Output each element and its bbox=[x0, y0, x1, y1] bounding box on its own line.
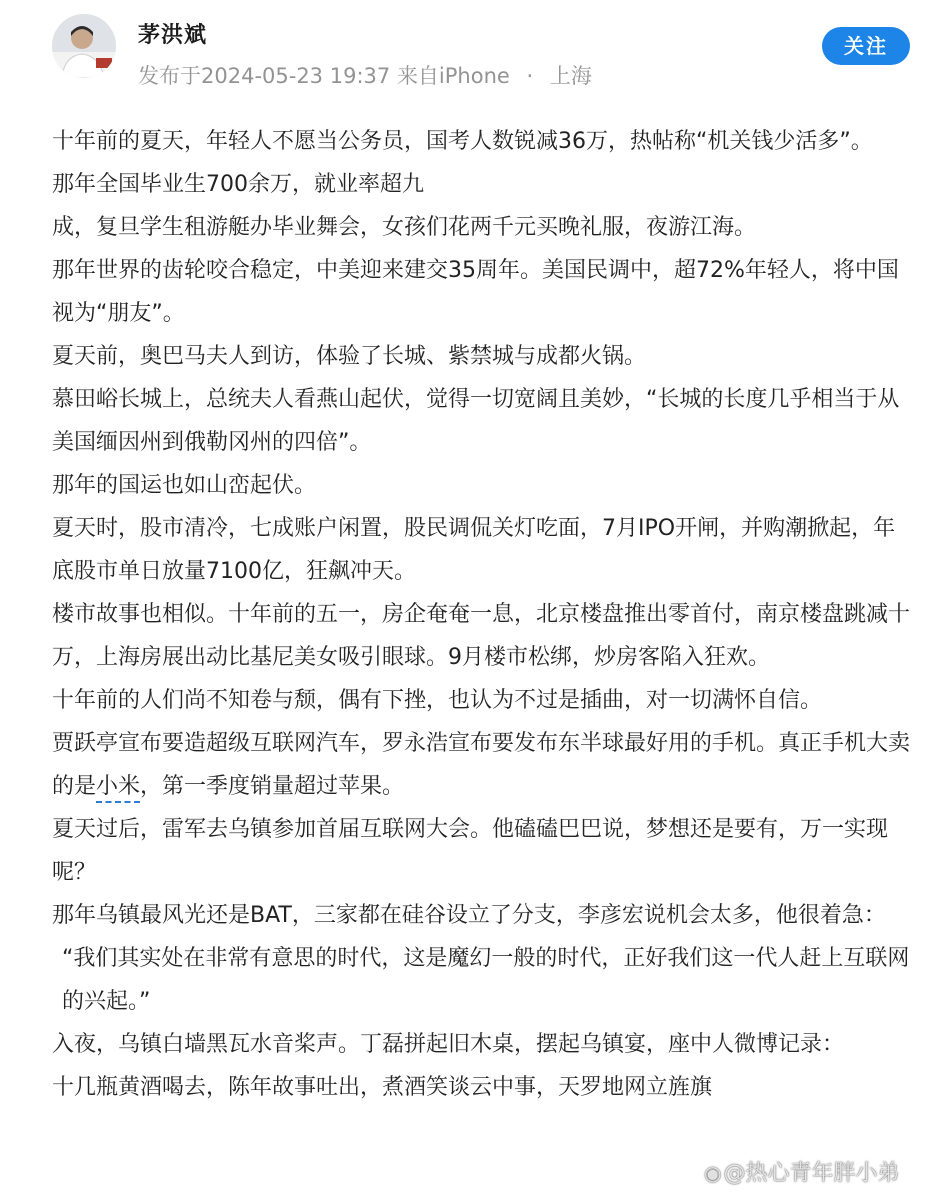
paragraph: 夏天时，股市清冷，七成账户闲置，股民调侃关灯吃面，7月IPO开闸，并购潮掀起，年底股市单日放量7100亿，狂飙冲天。 bbox=[52, 516, 896, 584]
paragraph: 十年前的夏天，年轻人不愿当公务员，国考人数锐减36万，热帖称“机关钱少活多”。 bbox=[52, 129, 873, 154]
paragraph-text: 贾跃亭宣布要造超级互联网汽车，罗永浩宣布要发布东半球最好用的手机。真正手机大卖的是 bbox=[52, 731, 911, 799]
paragraph: 那年乌镇最风光还是BAT，三家都在硅谷设立了分支，李彦宏说机会太多，他很着急： bbox=[52, 903, 886, 928]
paragraph: 那年世界的齿轮咬合稳定，中美迎来建交35周年。美国民调中，超72%年轻人，将中国视为“朋友”。 bbox=[52, 258, 899, 326]
author-name[interactable]: 茅洪斌 bbox=[138, 23, 208, 48]
avatar-image bbox=[52, 14, 116, 78]
paragraph: 慕田峪长城上，总统夫人看燕山起伏，觉得一切宽阔且美妙，“长城的长度几乎相当于从美国缅因州到俄勒冈州的四倍”。 bbox=[52, 387, 900, 455]
publish-time: 发布于2024-05-23 19:37 bbox=[138, 64, 391, 88]
post-header bbox=[0, 0, 942, 100]
paragraph: 入夜，乌镇白墙黑瓦水音桨声。丁磊拼起旧木桌，摆起乌镇宴，座中人微博记录： bbox=[52, 1032, 845, 1057]
paragraph-with-link bbox=[52, 722, 912, 808]
watermark-text: @热心青年胖小弟 bbox=[723, 1161, 900, 1186]
meta-separator: · bbox=[526, 64, 534, 88]
paragraph: 十年前的人们尚不知卷与颓，偶有下挫，也认为不过是插曲，对一切满怀自信。 bbox=[52, 688, 823, 713]
follow-button[interactable]: 关注 bbox=[822, 27, 910, 65]
paragraph: 夏天前，奥巴马夫人到访，体验了长城、紫禁城与成都火锅。 bbox=[52, 344, 647, 369]
post-source: 来自iPhone bbox=[396, 64, 510, 88]
paragraph: 楼市故事也相似。十年前的五一，房企奄奄一息，北京楼盘推出零首付，南京楼盘跳减十万，上海房展出动比基尼美女吸引眼球。9月楼市松绑，炒房客陷入狂欢。 bbox=[52, 602, 911, 670]
avatar[interactable] bbox=[52, 14, 116, 78]
post-location[interactable]: 上海 bbox=[549, 64, 592, 88]
post-body bbox=[52, 120, 912, 1109]
paragraph: 成，复旦学生租游艇办毕业舞会，女孩们花两千元买晚礼服，夜游江海。 bbox=[52, 215, 757, 240]
weibo-icon: ◉ bbox=[704, 1161, 722, 1185]
paragraph: 那年全国毕业生700余万，就业率超九 bbox=[52, 172, 424, 197]
paragraph: 那年的国运也如山峦起伏。 bbox=[52, 473, 317, 498]
paragraph: 夏天过后，雷军去乌镇参加首届互联网大会。他磕磕巴巴说，梦想还是要有，万一实现呢？ bbox=[52, 817, 889, 885]
quote-paragraph: “我们其实处在非常有意思的时代，这是魔幻一般的时代，正好我们这一代人赶上互联网的兴起。” bbox=[62, 946, 910, 1014]
paragraph: 十几瓶黄酒喝去，陈年故事吐出，煮酒笑谈云中事，天罗地网立旌旗 bbox=[52, 1075, 713, 1100]
paragraph-text: ，第一季度销量超过苹果。 bbox=[140, 774, 405, 799]
post-meta bbox=[138, 60, 592, 90]
keyword-link[interactable]: 小米 bbox=[96, 774, 140, 803]
watermark bbox=[704, 1156, 899, 1187]
